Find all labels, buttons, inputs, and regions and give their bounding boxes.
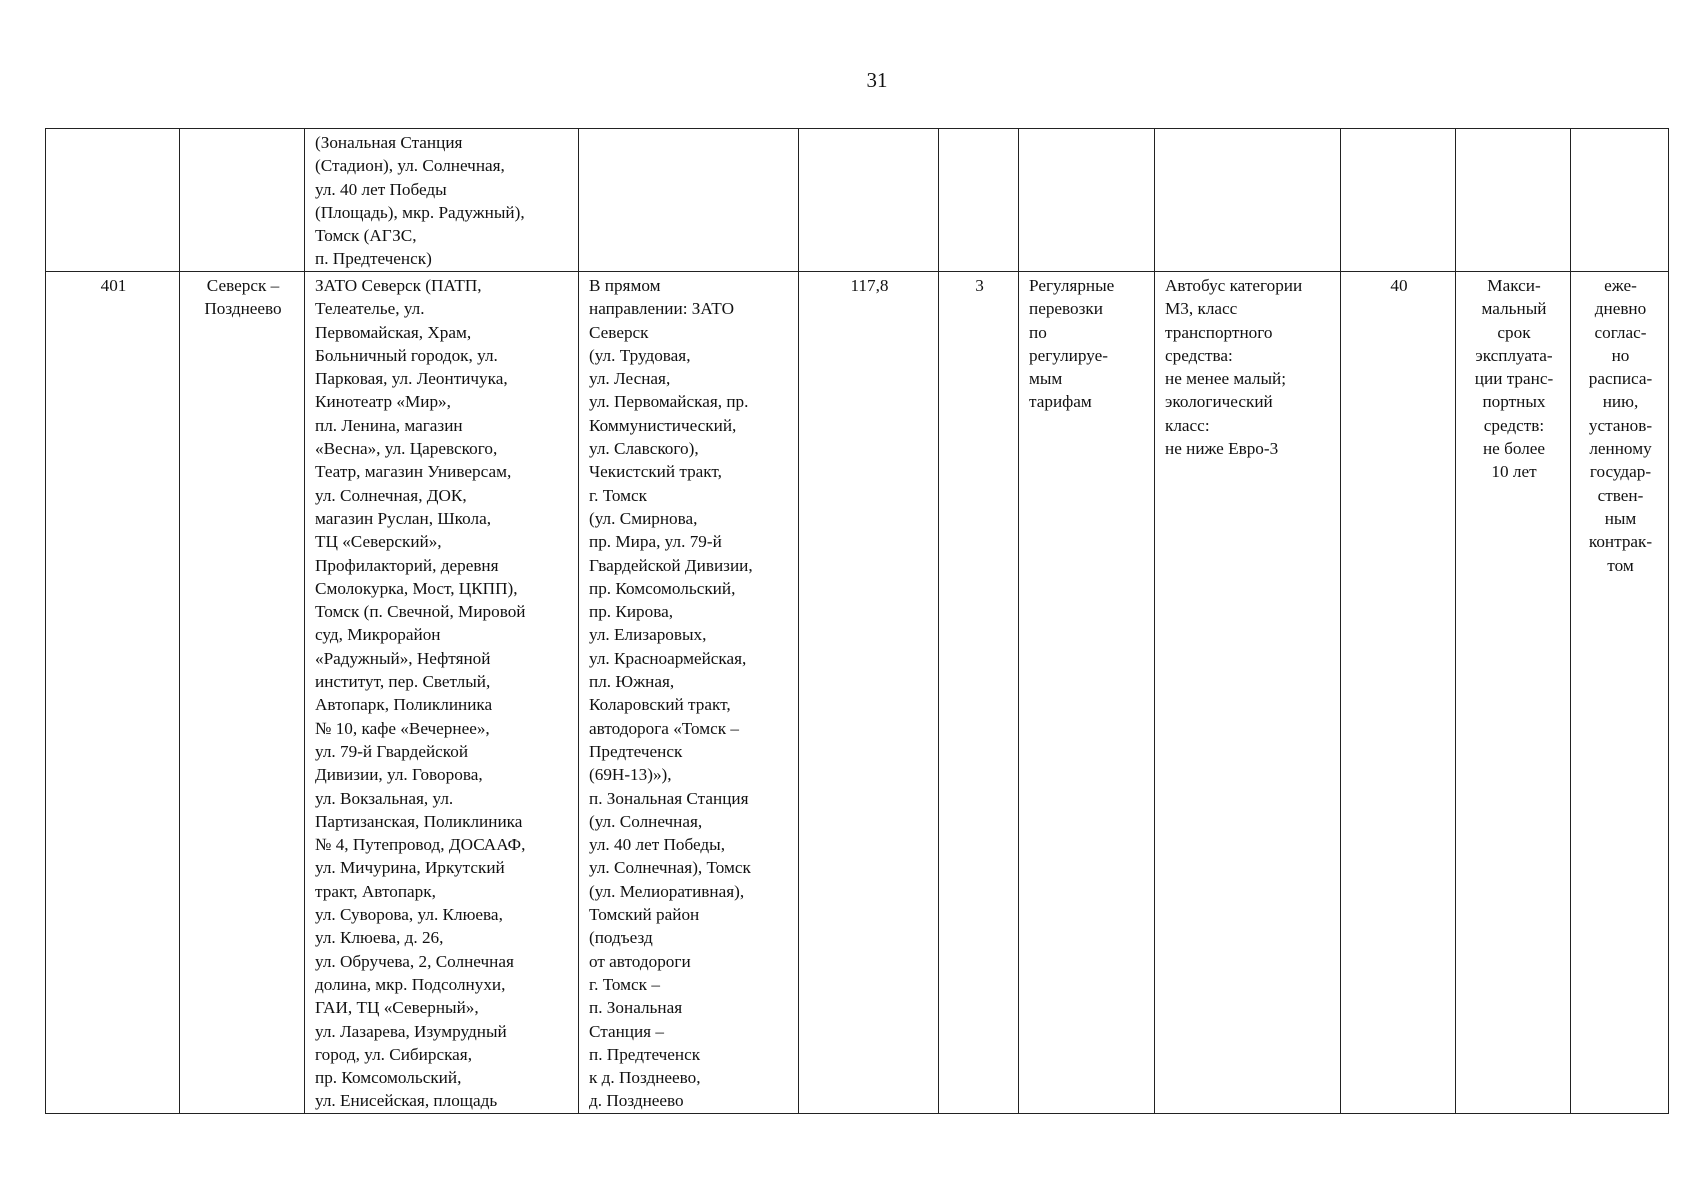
schedule-cell: еже- дневно соглас‐ но расписа- нию, установ- ленному государ- ствен- ным контрак- том [1571,272,1669,1114]
schedule-cell [1571,129,1669,272]
count-cell: 3 [939,272,1019,1114]
max-age-cell [1456,129,1571,272]
page-number: 31 [866,68,888,92]
route-name-cell [180,129,305,272]
count-cell [939,129,1019,272]
max-age-cell: Макси- мальный срок эксплуата- ции транс- портных средств: не более 10 лет [1456,272,1571,1114]
vehicle-count-cell [1341,129,1456,272]
route-number-cell [46,129,180,272]
streets-cell: В прямом направлении: ЗАТО Северск (ул. Трудовая, ул. Лесная, ул. Первомайская, пр. Коммунистический, ул. Славского), Чекистский тракт, г. Томск (ул. Смирнова, пр. Мира, ул. 79-й Гвардейской Дивизии, пр. Комсомольский, пр. Кирова, ул. Елизаровых, ул. Красноармейская, пл. Южная, Коларовский тракт, автодорога «Томск – Предтеченск (69Н-13)»), п. Зональная Станция (ул. Солнечная, ул. 40 лет Победы, ул. Солнечная), Томск (ул. Мелиоративная), Томский район (подъезд от автодороги г. Томск – п. Зональная Станция – п. Предтеченск к д. Позднеево, д. Позднеево [579,272,799,1114]
route-number-cell: 401 [46,272,180,1114]
streets-cell [579,129,799,272]
table-row [46,129,1669,272]
length-cell [799,129,939,272]
transport-type-cell [1019,129,1155,272]
vehicle-cell: Автобус категории М3, класс транспортного средства: не менее малый; экологический класс: не ниже Евро-3 [1155,272,1341,1114]
stops-cell: ЗАТО Северск (ПАТП, Телеателье, ул. Первомайская, Храм, Больничный городок, ул. Парковая, ул. Леонтичука, Кинотеатр «Мир», пл. Ленина, магазин «Весна», ул. Царевского, Театр, магазин Универсам, ул. Солнечная, ДОК, магазин Руслан, Школа, ТЦ «Северский», Профилакторий, деревня Смолокурка, Мост, ЦКПП), Томск (п. Свечной, Мировой суд, Микрорайон «Радужный», Нефтяной институт, пер. Светлый, Автопарк, Поликлиника № 10, кафе «Вечернее», ул. 79-й Гвардейской Дивизии, ул. Говорова, ул. Вокзальная, ул. Партизанская, Поликлиника № 4, Путепровод, ДОСААФ, ул. Мичурина, Иркутский тракт, Автопарк, ул. Суворова, ул. Клюева, ул. Клюева, д. 26, ул. Обручева, 2, Солнечная долина, мкр. Подсолнухи, ГАИ, ТЦ «Северный», ул. Лазарева, Изумрудный город, ул. Сибирская, пр. Комсомольский, ул. Енисейская, площадь [305,272,579,1114]
route-table [45,128,1669,1114]
route-name-cell: Северск – Позднеево [180,272,305,1114]
transport-type-cell: Регулярные перевозки по регулируе- мым тарифам [1019,272,1155,1114]
stops-cell: (Зональная Станция (Стадион), ул. Солнечная, ул. 40 лет Победы (Площадь), мкр. Радужный), Томск (АГЗС, п. Предтеченск) [305,129,579,272]
vehicle-count-cell: 40 [1341,272,1456,1114]
vehicle-cell [1155,129,1341,272]
length-cell: 117,8 [799,272,939,1114]
table-row [46,272,1669,1114]
